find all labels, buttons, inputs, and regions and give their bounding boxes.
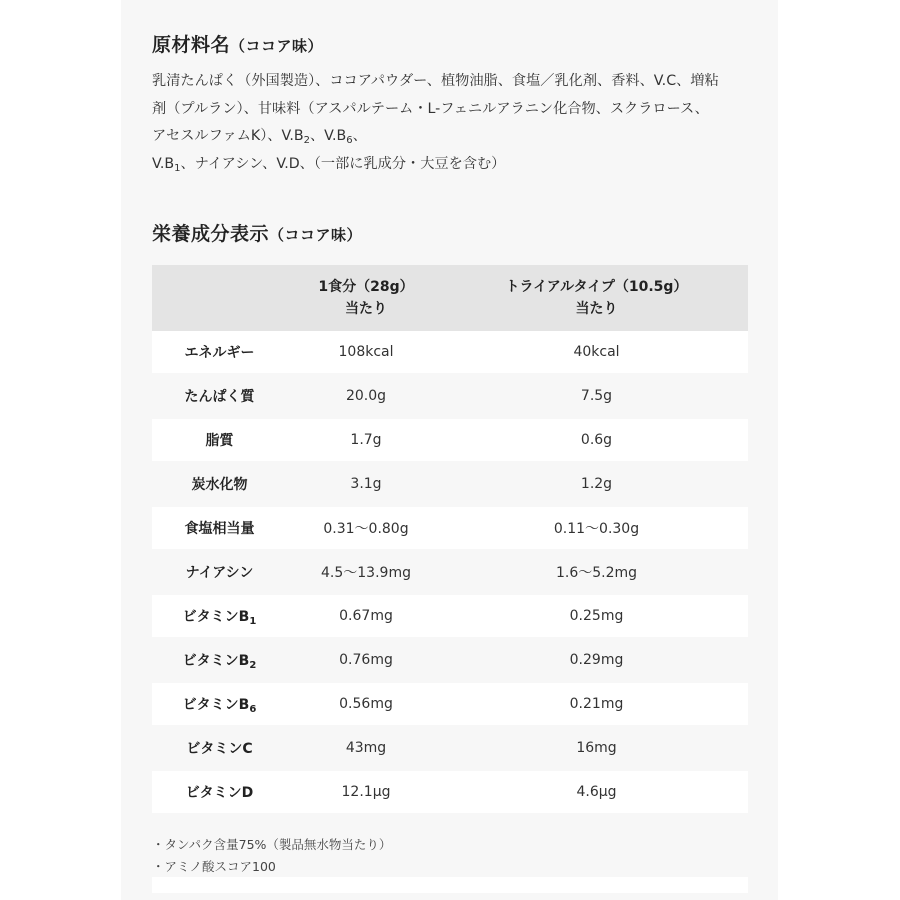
- ingredients-subtitle: （ココア味）: [230, 37, 324, 55]
- ingredients-line: [152, 68, 748, 96]
- per-serving-value: 12.1µg: [287, 770, 445, 813]
- header-per-serving-line2: 当たり: [345, 301, 387, 317]
- ingredients-line-text: 乳清たんぱく（外国製造）、ココアパウダー、植物油脂、食塩／乳化剤、香料、V.C、増粘: [152, 73, 719, 89]
- subscript: 1: [174, 162, 181, 174]
- nutrient-name-text: 脂質: [205, 433, 234, 449]
- nutrition-heading: [152, 219, 362, 246]
- per-serving-value: 20.0g: [287, 374, 445, 418]
- per-serving-value: 3.1g: [287, 462, 445, 506]
- nutrition-row: [152, 594, 748, 638]
- nutrition-row: [152, 770, 748, 813]
- nutrition-row: [152, 726, 748, 770]
- trial-value: 16mg: [445, 726, 748, 770]
- ingredients-line-text: 、ナイアシン、V.D、（一部に乳成分・大豆を含む）: [180, 155, 506, 172]
- content-panel: [121, 0, 778, 900]
- header-trial-line2: 当たり: [575, 301, 618, 317]
- ingredients-line: [152, 96, 748, 124]
- nutrition-row: [152, 462, 748, 506]
- nutrient-name-text: たんぱく質: [184, 389, 255, 405]
- header-per-serving-line1: 1食分（28g）: [318, 279, 414, 295]
- nutrition-table-body: [152, 331, 748, 813]
- ingredients-line: [152, 123, 748, 151]
- note-item: ・タンパク含量75%（製品無水物当たり）: [152, 837, 392, 852]
- ingredients-line-text: 剤（プルラン）、甘味料（アスパルテーム・L-フェニルアラニン化合物、スクラロース、: [152, 100, 709, 117]
- subscript: 6: [346, 135, 353, 146]
- ingredients-text: [152, 68, 748, 178]
- nutrient-name: [152, 418, 287, 462]
- nutrient-name: [152, 374, 287, 418]
- nutrient-name: [152, 594, 287, 638]
- nutrient-name-text: ビタミンB: [182, 609, 250, 625]
- per-serving-value: 43mg: [287, 726, 445, 770]
- nutrient-name-text: 食塩相当量: [184, 521, 255, 537]
- per-serving-value: 0.67mg: [287, 594, 445, 638]
- per-serving-value: 108kcal: [287, 331, 445, 374]
- trial-value: 0.6g: [445, 418, 748, 462]
- per-serving-value: 0.31～0.80g: [287, 506, 445, 550]
- trial-value: 0.25mg: [445, 594, 748, 638]
- nutrient-subscript: 1: [249, 616, 257, 627]
- per-serving-value: 1.7g: [287, 418, 445, 462]
- header-trial: [445, 265, 748, 331]
- trial-value: 1.6～5.2mg: [445, 550, 748, 594]
- nutrition-title: 栄養成分表示: [152, 223, 270, 245]
- nutrient-name-text: エネルギー: [184, 345, 255, 361]
- nutrition-row: [152, 682, 748, 726]
- nutrient-subscript: 2: [249, 660, 257, 671]
- nutrient-subscript: 6: [249, 704, 257, 715]
- per-serving-value: 0.76mg: [287, 638, 445, 682]
- ingredients-line-text: V.B: [152, 155, 175, 172]
- ingredients-line: [152, 151, 748, 179]
- nutrient-name-text: ビタミンC: [186, 741, 253, 757]
- nutrient-name-text: ビタミンB: [182, 653, 250, 669]
- nutrition-subtitle: （ココア味）: [269, 226, 363, 244]
- header-blank-cell: [152, 265, 287, 331]
- trial-value: 4.6µg: [445, 770, 748, 813]
- nutrient-name: [152, 726, 287, 770]
- trial-value: 0.29mg: [445, 638, 748, 682]
- nutrient-name: [152, 462, 287, 506]
- nutrition-row: [152, 550, 748, 594]
- trial-value: 0.11～0.30g: [445, 506, 748, 550]
- ingredients-line-text: アセスルファムK）、V.B: [152, 128, 304, 144]
- trial-value: 40kcal: [445, 331, 748, 374]
- nutrition-row: [152, 374, 748, 418]
- ingredients-line-text: 、V.B: [309, 128, 347, 144]
- trial-value: 0.21mg: [445, 682, 748, 726]
- nutrient-name: [152, 682, 287, 726]
- trial-value: 1.2g: [445, 462, 748, 506]
- nutrient-name-text: ビタミンB: [182, 697, 250, 713]
- nutrient-name: [152, 770, 287, 813]
- per-serving-value: 0.56mg: [287, 682, 445, 726]
- nutrition-row: [152, 506, 748, 550]
- nutrient-name: [152, 331, 287, 374]
- header-row: [152, 265, 748, 331]
- per-serving-value: 4.5～13.9mg: [287, 550, 445, 594]
- nutrition-row: [152, 418, 748, 462]
- subscript: 2: [303, 135, 310, 146]
- nutrition-row: [152, 638, 748, 682]
- nutrition-row: [152, 331, 748, 374]
- ingredients-title: 原材料名: [152, 34, 231, 56]
- nutrient-name: [152, 506, 287, 550]
- notes: [152, 834, 391, 878]
- nutrient-name: [152, 550, 287, 594]
- header-per-serving: [287, 265, 445, 331]
- nutrient-name-text: 炭水化物: [191, 477, 248, 493]
- trial-value: 7.5g: [445, 374, 748, 418]
- nutrient-name-text: ナイアシン: [185, 565, 254, 581]
- nutrition-table-header: [152, 265, 748, 331]
- header-trial-line1: トライアルタイプ（10.5g）: [505, 279, 688, 295]
- note-item: ・アミノ酸スコア100: [152, 859, 276, 874]
- ingredients-line-text: 、: [352, 128, 367, 144]
- nutrient-name-text: ビタミンD: [185, 785, 254, 801]
- nutrient-name: [152, 638, 287, 682]
- ingredients-heading: [152, 30, 323, 57]
- footer-bar: [152, 877, 748, 893]
- nutrition-table: [152, 265, 748, 813]
